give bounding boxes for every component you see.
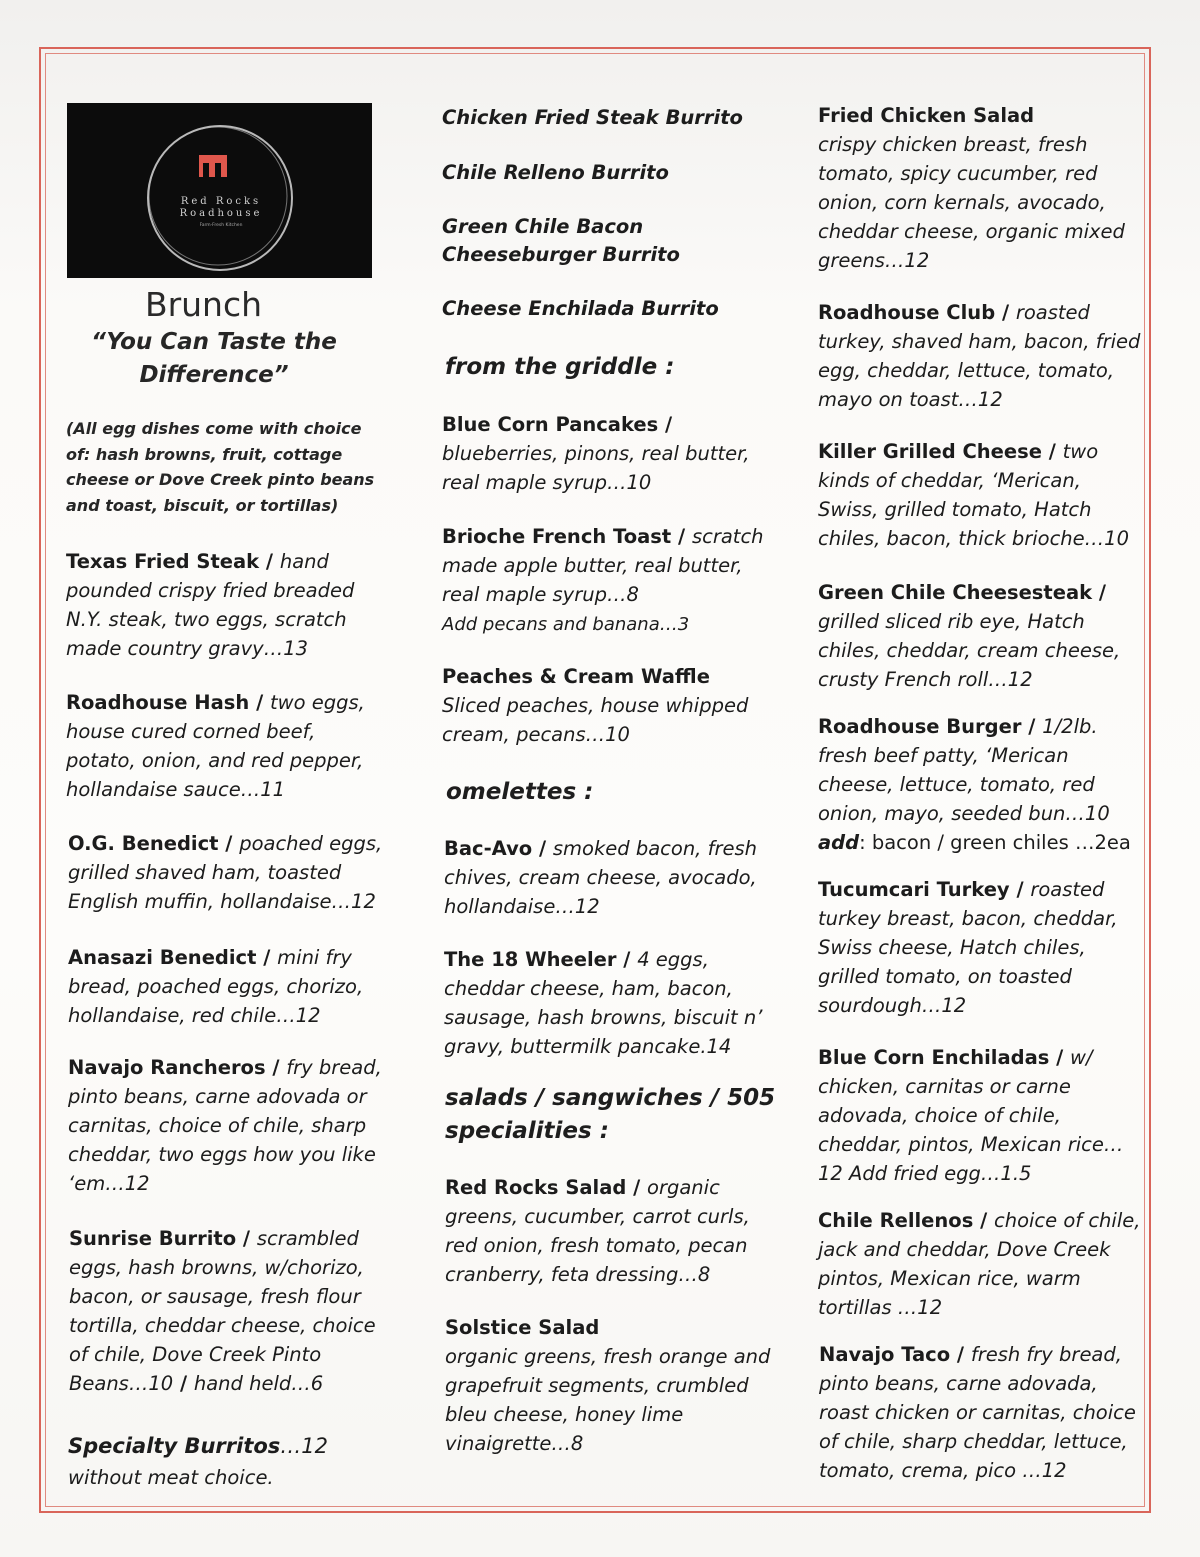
menu-item: Tucumcari Turkey / roasted turkey breast, bacon, cheddar, Swiss cheese, Hatch chiles, grilled tomato, on toasted sourdough…12 xyxy=(818,878,1118,1017)
item-desc: poached eggs, grilled shaved ham, toasted English muffin, hollandaise…12 xyxy=(68,832,383,913)
item-name: Roadhouse Hash xyxy=(66,691,250,714)
item-alt-price: hand held…6 xyxy=(193,1372,324,1395)
item-desc: two kinds of cheddar, ‘Merican, Swiss, grilled tomato, Hatch chiles, bacon, thick brioche…10 xyxy=(818,440,1129,550)
item-desc: fry bread, pinto beans, carne adovada or carnitas, choice of chile, sharp cheddar, two eggs how you like ‘em…12 xyxy=(68,1056,382,1195)
item-desc: scrambled eggs, hash browns, w/chorizo, bacon, or sausage, fresh flour tortilla, cheddar cheese, choice of chile, Dove Creek Pinto Beans…10 xyxy=(69,1227,376,1395)
item-name: Anasazi Benedict xyxy=(68,946,257,969)
section-heading-omelettes: omelettes : xyxy=(446,779,594,805)
menu-item xyxy=(445,1313,782,1458)
menu-item: Navajo Taco / fresh fry bread, pinto beans, carne adovada, roast chicken or carnitas, choice of chile, sharp cheddar, lettuce, tomato, crema, pico …12 xyxy=(819,1343,1136,1482)
item-desc: grilled sliced rib eye, Hatch chiles, cheddar, cream cheese, crusty French roll…12 xyxy=(818,610,1121,691)
burrito-item: Green Chile Bacon xyxy=(442,215,644,238)
item-desc: 1/2lb. fresh beef patty, ‘Merican cheese, lettuce, tomato, red onion, mayo, seeded bun…10 xyxy=(818,715,1110,825)
item-desc: organic greens, fresh orange and grapefruit segments, crumbled bleu cheese, honey lime vinaigrette…8 xyxy=(445,1345,771,1455)
svg-text:Red Rocks: Red Rocks xyxy=(180,196,262,207)
item-desc: choice of chile, jack and cheddar, Dove Creek pintos, Mexican rice, warm tortillas …12 xyxy=(818,1209,1141,1319)
svg-text:Farm·Fresh Kitchen: Farm·Fresh Kitchen xyxy=(199,223,243,228)
menu-item: The 18 Wheeler / 4 eggs, cheddar cheese, ham, bacon, sausage, hash browns, biscuit n’ gravy, buttermilk pancake.14 xyxy=(444,948,763,1058)
menu-item: Anasazi Benedict / mini fry bread, poached eggs, chorizo, hollandaise, red chile…12 xyxy=(68,946,364,1027)
section-heading-griddle: from the griddle : xyxy=(445,354,675,380)
menu-tagline: “You Can Taste the Difference” xyxy=(91,329,337,388)
item-desc: roasted turkey, shaved ham, bacon, fried egg, cheddar, lettuce, tomato, mayo on toast…12 xyxy=(818,301,1141,411)
item-desc: two eggs, house cured corned beef, potato, onion, and red pepper, hollandaise sauce…11 xyxy=(66,691,365,801)
egg-dish-note: (All egg dishes come with choice of: hash browns, fruit, cottage cheese or Dove Creek pinto beans and toast, biscuit, or tortillas) xyxy=(66,419,375,515)
burrito-item: Chicken Fried Steak Burrito xyxy=(442,106,743,129)
item-name: Red Rocks Salad xyxy=(445,1176,627,1199)
item-desc: smoked bacon, fresh chives, cream cheese, avocado, hollandaise…12 xyxy=(444,837,757,918)
item-name: Bac-Avo xyxy=(444,837,533,860)
menu-item xyxy=(442,662,782,749)
menu-item: Texas Fried Steak / hand pounded crispy fried breaded N.Y. steak, two eggs, scratch made country gravy…13 xyxy=(66,550,355,660)
menu-item-sunrise-burrito: Sunrise Burrito / scrambled eggs, hash browns, w/chorizo, bacon, or sausage, fresh flour tortilla, cheddar cheese, choice of chile, Dove Creek Pinto Beans…10 / hand held…6 xyxy=(69,1227,376,1395)
menu-item: Roadhouse Club / roasted turkey, shaved ham, bacon, fried egg, cheddar, lettuce, tomato, mayo on toast…12 xyxy=(818,301,1141,411)
item-name: Sunrise Burrito xyxy=(69,1227,237,1250)
svg-text:Roadhouse: Roadhouse xyxy=(179,208,263,219)
item-name: O.G. Benedict xyxy=(68,832,219,855)
item-desc: hand pounded crispy fried breaded N.Y. steak, two eggs, scratch made country gravy…13 xyxy=(66,550,355,660)
menu-item: Roadhouse Burger / 1/2lb. fresh beef patty, ‘Merican cheese, lettuce, tomato, red onion, mayo, seeded bun…10 add: bacon / green chiles …2ea xyxy=(818,715,1131,854)
menu-item: Brioche French Toast / scratch made apple butter, real butter, real maple syrup…8 Add pecans and banana…3 xyxy=(442,525,764,635)
menu-item: Blue Corn Enchiladas / w/ chicken, carnitas or carne adovada, choice of chile, cheddar, pintos, Mexican rice…12 Add fried egg…1.5 xyxy=(818,1046,1124,1185)
item-desc: roasted turkey breast, bacon, cheddar, Swiss cheese, Hatch chiles, grilled tomato, on toasted sourdough…12 xyxy=(818,878,1118,1017)
item-name: Green Chile Cheesesteak xyxy=(818,581,1093,604)
item-desc: Sliced peaches, house whipped cream, pecans…10 xyxy=(442,694,749,746)
menu-item: O.G. Benedict / poached eggs, grilled shaved ham, toasted English muffin, hollandaise…12 xyxy=(68,832,383,913)
burrito-item: Cheeseburger Burrito xyxy=(442,243,680,266)
menu-item: Chile Rellenos / choice of chile, jack and cheddar, Dove Creek pintos, Mexican rice, warm tortillas …12 xyxy=(818,1209,1141,1319)
item-name: Killer Grilled Cheese xyxy=(818,440,1042,463)
burrito-item: Chile Relleno Burrito xyxy=(442,161,669,184)
item-name: Blue Corn Enchiladas xyxy=(818,1046,1050,1069)
item-desc: fresh fry bread, pinto beans, carne adovada, roast chicken or carnitas, choice of chile, sharp cheddar, lettuce, tomato, crema, pico …12 xyxy=(819,1343,1136,1482)
menu-item: Roadhouse Hash / two eggs, house cured corned beef, potato, onion, and red pepper, hollandaise sauce…11 xyxy=(66,691,365,801)
menu-title: Brunch xyxy=(144,285,263,324)
item-desc: 4 eggs, cheddar cheese, ham, bacon, sausage, hash browns, biscuit n’ gravy, buttermilk pancake.14 xyxy=(444,948,763,1058)
menu-item xyxy=(818,101,1146,275)
section-heading-salads: salads / sangwiches / 505 xyxy=(445,1085,776,1111)
menu-item: Blue Corn Pancakes / blueberries, pinons, real butter, real maple syrup…10 xyxy=(442,413,750,494)
menu-item: Bac-Avo / smoked bacon, fresh chives, cream cheese, avocado, hollandaise…12 xyxy=(444,837,757,918)
section-heading-salads-2: specialities : xyxy=(445,1118,609,1144)
menu-item: Killer Grilled Cheese / two kinds of cheddar, ‘Merican, Swiss, grilled tomato, Hatch chiles, bacon, thick brioche…10 xyxy=(818,440,1129,550)
menu-item: Navajo Rancheros / fry bread, pinto beans, carne adovada or carnitas, choice of chile, sharp cheddar, two eggs how you like ‘em…12 xyxy=(68,1056,382,1195)
menu-item: Red Rocks Salad / organic greens, cucumber, carrot curls, red onion, fresh tomato, pecan cranberry, feta dressing…8 xyxy=(445,1176,750,1286)
item-desc: w/ chicken, carnitas or carne adovada, choice of chile, cheddar, pintos, Mexican rice…12 Add fried egg…1.5 xyxy=(818,1046,1124,1185)
item-name: Peaches & Cream Waffle xyxy=(442,665,710,688)
restaurant-logo xyxy=(67,103,372,278)
item-name: Texas Fried Steak xyxy=(66,550,260,573)
item-name: Chile Rellenos xyxy=(818,1209,974,1232)
burrito-item: Cheese Enchilada Burrito xyxy=(442,297,719,320)
item-desc: organic greens, cucumber, carrot curls, red onion, fresh tomato, pecan cranberry, feta dressing…8 xyxy=(445,1176,750,1286)
specialty-burritos-note: without meat choice. xyxy=(68,1466,274,1489)
item-name: Tucumcari Turkey xyxy=(818,878,1010,901)
item-addon: Add pecans and banana…3 xyxy=(442,614,690,635)
item-name: Navajo Rancheros xyxy=(68,1056,266,1079)
item-addon: : bacon / green chiles …2ea xyxy=(859,831,1131,854)
item-desc: scratch made apple butter, real butter, real maple syrup…8 xyxy=(442,525,764,606)
item-name: Navajo Taco xyxy=(819,1343,951,1366)
item-name: Brioche French Toast xyxy=(442,525,672,548)
menu-item: Green Chile Cheesesteak / grilled sliced rib eye, Hatch chiles, cheddar, cream cheese, crusty French roll…12 xyxy=(818,581,1121,691)
item-addon-label: add xyxy=(818,831,860,854)
item-name: Roadhouse Burger xyxy=(818,715,1022,738)
item-name: Fried Chicken Salad xyxy=(818,104,1035,127)
item-name: Blue Corn Pancakes xyxy=(442,413,659,436)
item-name: Solstice Salad xyxy=(445,1316,600,1339)
item-name: Roadhouse Club xyxy=(818,301,996,324)
item-name: The 18 Wheeler xyxy=(444,948,617,971)
specialty-burritos-heading: Specialty Burritos…12 xyxy=(68,1434,329,1458)
item-desc: mini fry bread, poached eggs, chorizo, hollandaise, red chile…12 xyxy=(68,946,364,1027)
item-desc: blueberries, pinons, real butter, real maple syrup…10 xyxy=(442,442,750,494)
item-desc: crispy chicken breast, fresh tomato, spicy cucumber, red onion, corn kernals, avocado, cheddar cheese, organic mixed greens…12 xyxy=(818,133,1125,272)
